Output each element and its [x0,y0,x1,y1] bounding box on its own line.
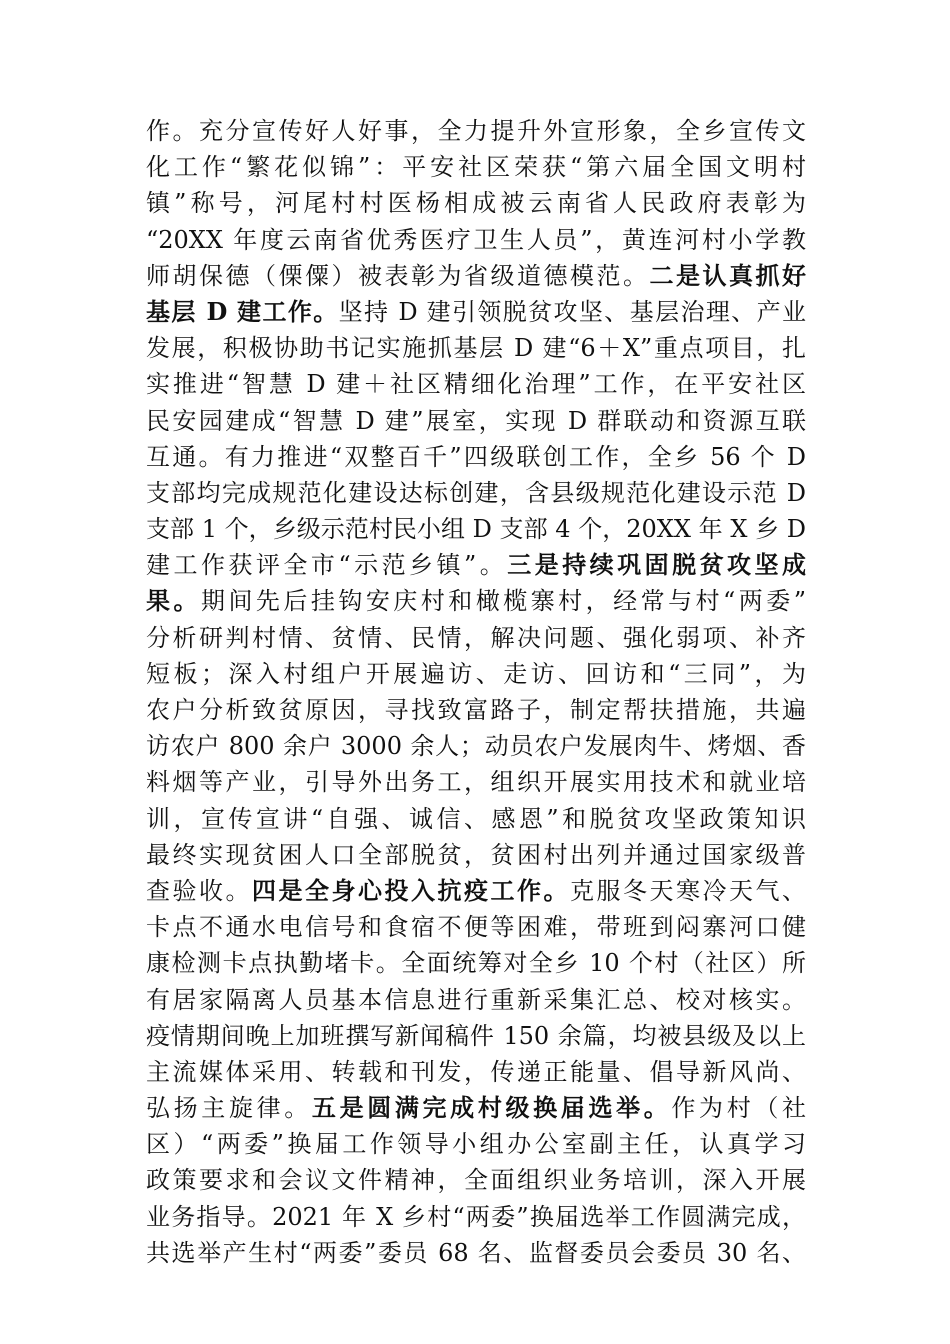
body-text: 共选举产生村“两委”委员 68 名、监督委员会委员 30 名、 [146,1238,806,1267]
body-text: 业务指导。2021 年 X 乡村“两委”换届选举工作圆满完成， [146,1202,806,1231]
text-line [146,728,806,764]
body-text: 分析研判村情、贫情、民情，解决问题、强化弱项、补齐 [146,623,806,652]
body-text: 区）“两委”换届工作领导小组办公室副主任，认真学习 [146,1130,806,1159]
text-line [146,1054,806,1090]
body-text: 支部 1 个，乡级示范村民小组 D 支部 4 个，20XX 年 X 乡 D [146,515,806,544]
bold-heading-text: 四是全身心投入抗疫工作。 [252,875,570,905]
bold-heading-text: 五是圆满完成村级换届选举。 [311,1093,672,1123]
text-line [146,547,806,583]
body-paragraph [146,113,806,1271]
body-text: 访农户 800 余户 3000 余人；动员农户发展肉牛、烤烟、香 [146,732,806,761]
body-text: 建工作获评全市“示范乡镇”。 [146,551,508,580]
text-line [146,439,806,475]
text-line [146,982,806,1018]
text-line [146,1235,806,1271]
text-line [146,330,806,366]
bold-heading-text: 三是持续巩固脱贫攻坚成 [507,550,807,580]
body-text: 镇”称号，河尾村村医杨相成被云南省人民政府表彰为 [146,189,806,218]
body-text: “20XX 年度云南省优秀医疗卫生人员”，黄连河村小学教 [146,225,806,254]
bold-heading-text: 二是认真抓好 [649,260,806,290]
body-text: 短板；深入村组户开展遍访、走访、回访和“三同”，为 [146,659,806,688]
text-line [146,873,806,909]
body-text: 政策要求和会议文件精神，全面组织业务培训，深入开展 [146,1166,806,1195]
text-line [146,764,806,800]
body-text: 最终实现贫困人口全部脱贫，贫困村出列并通过国家级普 [146,840,806,869]
body-text: 康检测卡点执勤堵卡。全面统筹对全乡 10 个村（社区）所 [146,949,806,978]
body-text: 作为村（社 [671,1094,807,1123]
bold-heading-text: 果。 [146,586,201,616]
body-text: 作。充分宣传好人好事，全力提升外宣形象，全乡宣传文 [146,117,806,145]
body-text: 训，宣传宣讲“自强、诚信、感恩”和脱贫攻坚政策知识 [146,804,806,833]
bold-heading-text: 基层 D 建工作。 [146,296,339,326]
body-text: 料烟等产业，引导外出务工，组织开展实用技术和就业培 [146,768,806,797]
text-line [146,583,806,619]
body-text: 疫情期间晚上加班撰写新闻稿件 150 余篇，均被县级及以上 [146,1021,806,1050]
body-text: 有居家隔离人员基本信息进行重新采集汇总、校对核实。 [146,985,806,1014]
body-text: 查验收。 [146,876,252,905]
body-text: 实推进“智慧 D 建＋社区精细化治理”工作，在平安社区 [146,370,806,399]
body-text: 弘扬主旋律。 [146,1094,312,1123]
text-line [146,945,806,981]
body-text: 克服冬天寒冷天气、 [570,876,806,905]
text-line [146,801,806,837]
body-text: 化工作“繁花似锦”：平安社区荣获“第六届全国文明村 [146,153,806,182]
text-line [146,909,806,945]
text-line [146,222,806,258]
body-text: 农户分析致贫原因，寻找致富路子，制定帮扶措施，共遍 [146,696,806,724]
text-line [146,403,806,439]
text-line [146,656,806,692]
text-line [146,149,806,185]
text-line [146,1199,806,1235]
text-line [146,294,806,330]
body-text: 期间先后挂钩安庆村和橄榄寨村，经常与村“两委” [200,587,807,616]
text-line [146,1018,806,1054]
text-line [146,620,806,656]
text-line [146,1090,806,1126]
text-line [146,511,806,547]
body-text: 坚持 D 建引领脱贫攻坚、基层治理、产业 [338,297,806,326]
text-line [146,692,806,728]
text-line [146,1162,806,1198]
text-line [146,113,806,149]
text-line [146,185,806,221]
body-text: 卡点不通水电信号和食宿不便等困难，带班到闷寨河口健 [146,913,806,942]
body-text: 支部均完成规范化建设达标创建，含县级规范化建设示范 D [146,478,806,507]
text-line [146,258,806,294]
text-line [146,1126,806,1162]
text-line [146,475,806,511]
text-line [146,837,806,873]
body-text: 互通。有力推进“双整百千”四级联创工作，全乡 56 个 D [146,442,806,471]
body-text: 师胡保德（傈僳）被表彰为省级道德模范。 [146,261,650,290]
text-line [146,366,806,402]
body-text: 发展，积极协助书记实施抓基层 D 建“6＋X”重点项目，扎 [146,334,806,363]
body-text: 民安园建成“智慧 D 建”展室，实现 D 群联动和资源互联 [146,406,806,435]
body-text: 主流媒体采用、转载和刊发，传递正能量、倡导新风尚、 [146,1057,806,1086]
